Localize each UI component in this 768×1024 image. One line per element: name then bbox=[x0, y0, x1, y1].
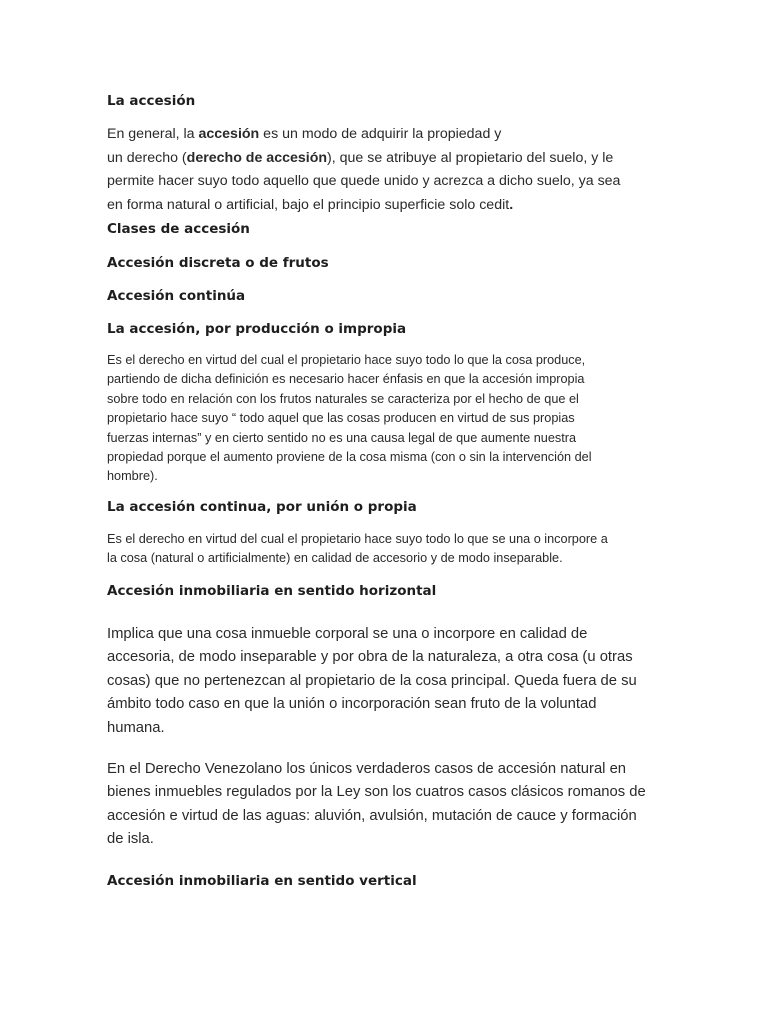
heading-discreta: Accesión discreta o de frutos bbox=[107, 255, 329, 271]
paragraph-line: propietario hace suyo “ todo aquel que las cosas producen en virtud de sus propias bbox=[107, 411, 575, 426]
paragraph-line: partiendo de dicha definición es necesario hacer énfasis en que la accesión impropia bbox=[107, 372, 585, 387]
document-title: La accesión bbox=[107, 93, 196, 109]
intro-line-1 bbox=[107, 123, 659, 147]
paragraph-union bbox=[107, 530, 659, 569]
intro-paragraph bbox=[107, 123, 659, 217]
heading-clases: Clases de accesión bbox=[107, 221, 250, 237]
paragraph-line: propiedad porque el aumento proviene de la cosa misma (con o sin la intervención del bbox=[107, 450, 592, 465]
paragraph-line: ámbito todo caso en que la unión o incorporación sean fruto de la voluntad bbox=[107, 696, 597, 713]
paragraph-line: Es el derecho en virtud del cual el propietario hace suyo todo lo que se una o incorpore a bbox=[107, 532, 608, 546]
paragraph-produccion bbox=[107, 351, 659, 487]
paragraph-line: fuerzas internas” y en cierto sentido no es una causa legal de que aumente nuestra bbox=[107, 430, 577, 445]
heading-produccion: La accesión, por producción o impropia bbox=[107, 321, 407, 337]
paragraph-line: bienes inmuebles regulados por la Ley son los cuatros casos clásicos romanos de bbox=[107, 784, 646, 801]
heading-horizontal: Accesión inmobiliaria en sentido horizontal bbox=[107, 583, 437, 599]
paragraph-line: Implica que una cosa inmueble corporal se una o incorpore en calidad de bbox=[107, 626, 588, 642]
paragraph-line: En el Derecho Venezolano los únicos verdaderos casos de accesión natural en bbox=[107, 761, 627, 777]
intro-text: ), que se atribuye al propietario del suelo, y le bbox=[327, 149, 614, 166]
paragraph-line: Es el derecho en virtud del cual el propietario hace suyo todo lo que la cosa produce, bbox=[107, 353, 586, 367]
intro-line-2 bbox=[107, 147, 659, 171]
paragraph-line: accesión e virtud de las aguas: aluvión, avulsión, mutación de cauce y formación bbox=[107, 807, 637, 824]
intro-bold-term: derecho de accesión bbox=[186, 149, 328, 166]
intro-text: es un modo de adquirir la propiedad y bbox=[259, 126, 502, 142]
paragraph-line: cosas) que no pertenezcan al propietario de la cosa principal. Queda fuera de su bbox=[107, 672, 637, 689]
intro-text: un derecho ( bbox=[107, 149, 187, 166]
intro-text: en forma natural o artificial, bajo el principio superficie solo cedit bbox=[107, 196, 510, 213]
paragraph-line: de isla. bbox=[107, 831, 154, 848]
intro-line-4 bbox=[107, 194, 659, 218]
paragraph-line: sobre todo en relación con los frutos naturales se caracteriza por el hecho de que el bbox=[107, 391, 579, 406]
intro-line-3: permite hacer suyo todo aquello que quede unido y acrezca a dicho suelo, ya sea bbox=[107, 173, 621, 189]
heading-vertical: Accesión inmobiliaria en sentido vertical bbox=[107, 873, 417, 889]
paragraph-line: humana. bbox=[107, 719, 165, 736]
paragraph-line: hombre). bbox=[107, 469, 158, 484]
heading-continua: Accesión continúa bbox=[107, 288, 246, 304]
paragraph-venezolano bbox=[107, 758, 659, 852]
intro-text: En general, la bbox=[107, 126, 199, 142]
paragraph-horizontal bbox=[107, 623, 659, 740]
heading-union: La accesión continua, por unión o propia bbox=[107, 499, 417, 515]
intro-bold-period: . bbox=[509, 196, 514, 213]
paragraph-line: accesoria, de modo inseparable y por obra de la naturaleza, a otra cosa (u otras bbox=[107, 649, 633, 666]
intro-bold-term: accesión bbox=[198, 126, 260, 142]
paragraph-line: la cosa (natural o artificialmente) en calidad de accesorio y de modo inseparable. bbox=[107, 551, 563, 566]
